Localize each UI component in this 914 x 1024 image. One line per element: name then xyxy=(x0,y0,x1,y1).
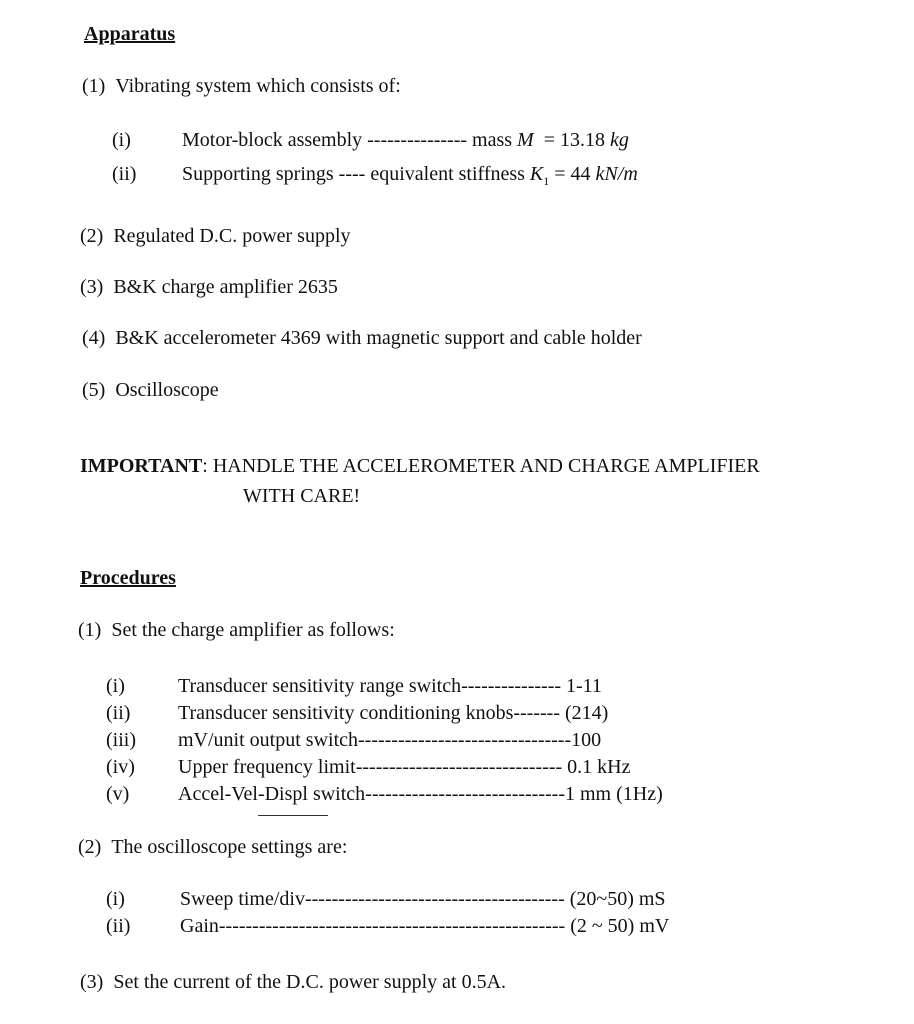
sub-item-text: Motor-block assembly --------------- mass xyxy=(182,129,513,151)
accel-vel-displ-setting: Accel-Vel-Displ switch------------------------------1 mm (1Hz) xyxy=(178,783,663,805)
step-number: (1) xyxy=(78,619,102,641)
apparatus-item-4 xyxy=(82,326,642,350)
step1-sub-number: (v) xyxy=(106,783,130,805)
mass-variable: M xyxy=(517,129,534,151)
apparatus-item-2 xyxy=(80,224,351,248)
apparatus-item-5 xyxy=(82,378,219,402)
hand-drawn-mark xyxy=(258,815,328,816)
important-colon: : xyxy=(202,455,208,477)
apparatus-item-1 xyxy=(82,74,401,98)
important-label: IMPORTANT xyxy=(80,455,203,477)
step1-sub-number: (ii) xyxy=(106,702,131,724)
step-text: Set the current of the D.C. power supply at 0.5A. xyxy=(113,971,507,993)
step-text: Set the charge amplifier as follows: xyxy=(111,619,395,641)
step-number: (2) xyxy=(78,836,102,858)
step1-sub-number: (iii) xyxy=(106,729,136,751)
stiffness-unit: kN/m xyxy=(595,163,638,185)
apparatus-item-3 xyxy=(80,275,338,299)
item-text: B&K charge amplifier 2635 xyxy=(113,276,338,298)
gain-setting: Gain---------------------------------------------------- (2 ~ 50) mV xyxy=(180,915,670,937)
item-number: (2) xyxy=(80,225,104,247)
item-text: Oscilloscope xyxy=(115,379,219,401)
item-text: Regulated D.C. power supply xyxy=(113,225,351,247)
item-number: (3) xyxy=(80,276,104,298)
conditioning-knobs-setting: Transducer sensitivity conditioning knobs------- (214) xyxy=(178,702,609,724)
stiffness-subscript: 1 xyxy=(543,174,550,188)
apparatus-heading: Apparatus xyxy=(84,23,176,45)
step2-sub-number: (ii) xyxy=(106,915,131,937)
procedure-step-3 xyxy=(80,970,506,994)
item-text: Vibrating system which consists of: xyxy=(115,75,401,97)
important-notice xyxy=(80,454,760,478)
procedure-step-1 xyxy=(78,618,395,642)
procedure-step-2 xyxy=(78,835,347,859)
springs-line xyxy=(182,162,638,193)
sub-item-text: Supporting springs ---- equivalent stiffness xyxy=(182,163,525,185)
item-number: (1) xyxy=(82,75,106,97)
step1-sub-number: (iv) xyxy=(106,756,135,778)
range-switch-setting: Transducer sensitivity range switch--------------- 1-11 xyxy=(178,675,602,697)
important-line-2: WITH CARE! xyxy=(243,485,361,507)
step-text: The oscilloscope settings are: xyxy=(111,836,348,858)
mass-unit: kg xyxy=(609,129,629,151)
sub-item-number: (ii) xyxy=(112,163,137,185)
sub-item-number: (i) xyxy=(112,129,131,151)
step2-sub-number: (i) xyxy=(106,888,125,910)
step1-sub-number: (i) xyxy=(106,675,125,697)
item-number: (4) xyxy=(82,327,106,349)
sweep-time-setting: Sweep time/div--------------------------------------- (20~50) mS xyxy=(180,888,666,910)
motor-block-line xyxy=(182,128,629,152)
procedures-heading: Procedures xyxy=(80,567,176,589)
output-switch-setting: mV/unit output switch--------------------------------100 xyxy=(178,729,602,751)
item-text: B&K accelerometer 4369 with magnetic support and cable holder xyxy=(115,327,642,349)
item-number: (5) xyxy=(82,379,106,401)
mass-value: = 13.18 xyxy=(543,129,605,151)
stiffness-variable: K xyxy=(529,163,544,185)
important-line-1: HANDLE THE ACCELEROMETER AND CHARGE AMPLIFIER xyxy=(212,455,760,477)
step-number: (3) xyxy=(80,971,104,993)
stiffness-value: = 44 xyxy=(554,163,591,185)
upper-frequency-setting: Upper frequency limit------------------------------- 0.1 kHz xyxy=(178,756,631,778)
